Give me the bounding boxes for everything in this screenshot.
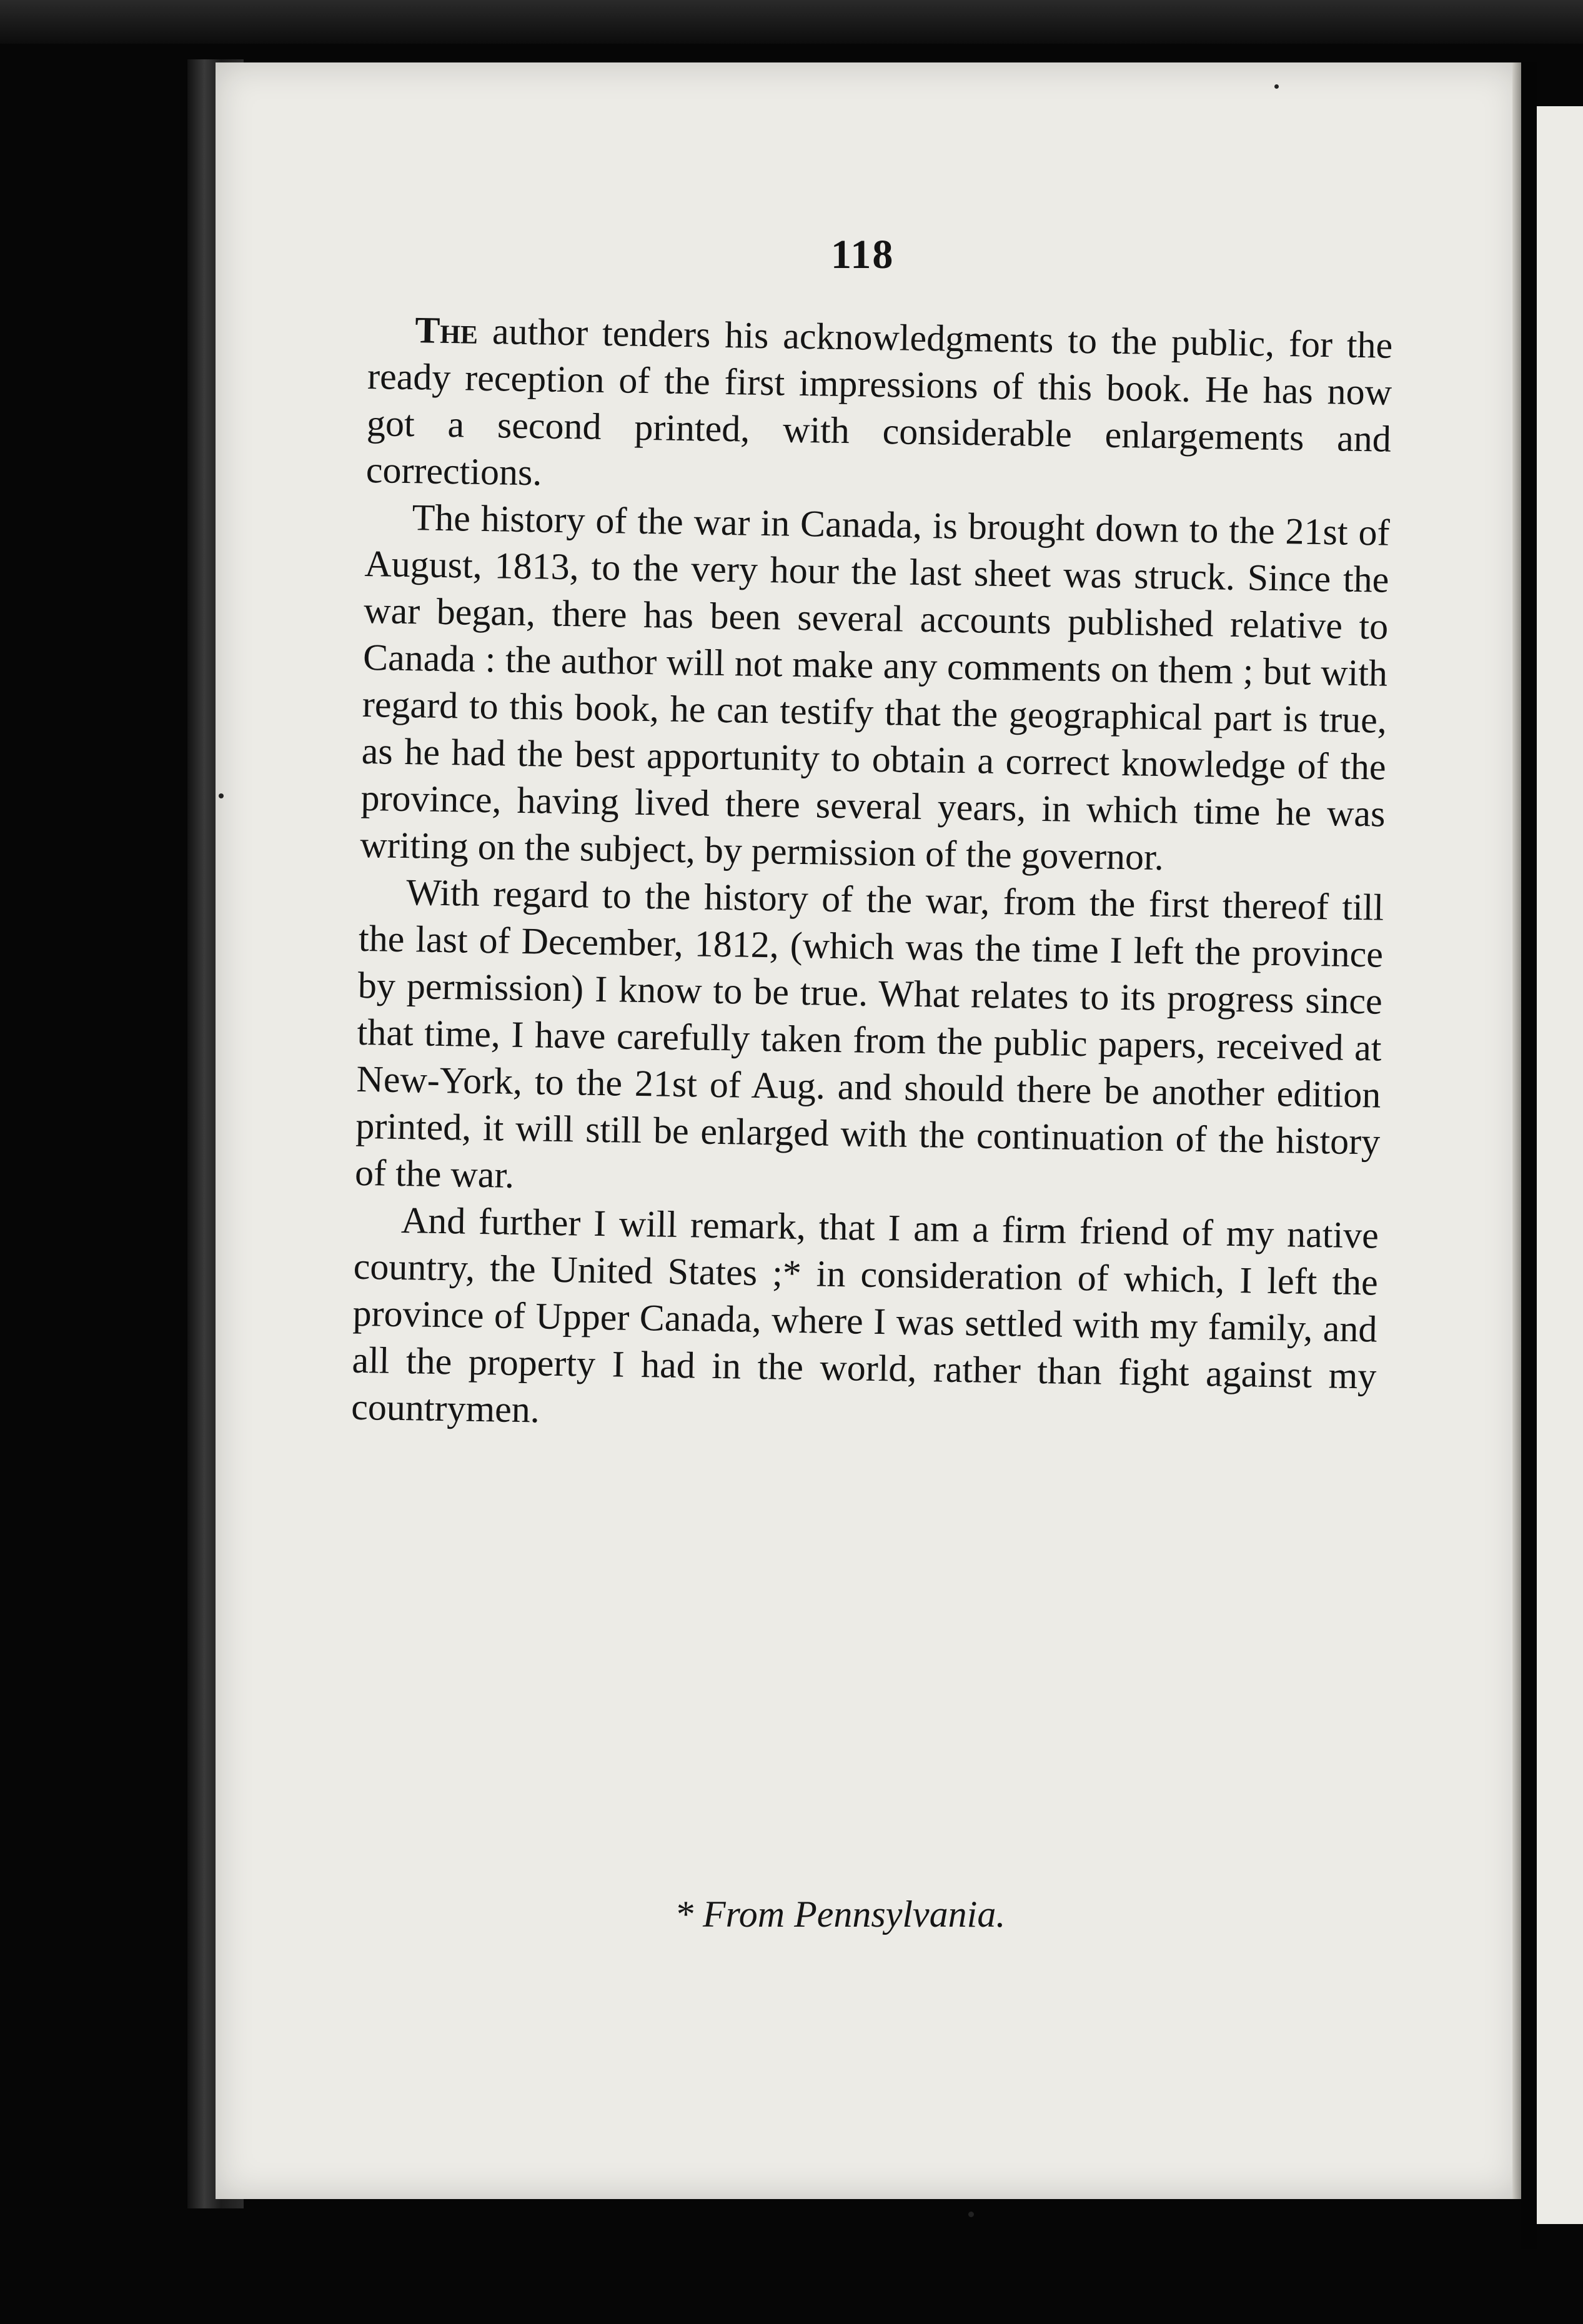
- paragraph-text: And further I will remark, that I am a firm friend of my native country, the United States ;* in consideration of which, I left the province of Upper Canada, where I was settled with my family, and all the property I had in the world, rather than fight against my countrymen.: [350, 1199, 1379, 1431]
- paragraph-1: [365, 306, 1393, 510]
- paragraph-4: [351, 1196, 1379, 1447]
- scan-top-edge: [0, 0, 1583, 44]
- paragraph-text: The history of the war in Canada, is brought down to the 21st of August, 1813, to the very hour the last sheet was struck. Since the war began, there has been several accounts published relative to Canada : the author will not make any comments on them ; but with regard to this book, he can testify that the geographical part is true, as he had the best apportunity to obtain a correct knowledge of the province, having lived there several years, in which time he was writing on the subject, by permission of the governor.: [359, 497, 1391, 878]
- body-text: [351, 306, 1393, 1447]
- paragraph-text: author tenders his acknowledgments to the public, for the ready reception of the first impressions of this book. He has now got a second printed, with considerable enlargements and corrections.: [365, 310, 1393, 494]
- paragraph-2: [360, 494, 1390, 885]
- page-edge-shadow: [1512, 62, 1521, 2199]
- footnote: * From Pennsylvania.: [675, 1894, 1006, 1935]
- ink-speck: [219, 793, 224, 798]
- paragraph-text: With regard to the history of the war, from the first thereof till the last of December, 1812, (which was the time I left the province by permission) I know to be true. What relates to its progress since that time, I have carefully taken from the public papers, received at New-York, to the 21st of Aug. and should there be another edition printed, it will still be enlarged with the continuation of the history of the war.: [354, 872, 1384, 1196]
- paragraph-lead-word: The: [414, 309, 479, 352]
- page-gutter: [1521, 62, 1537, 2249]
- paragraph-3: [355, 868, 1384, 1213]
- ink-speck: [1274, 84, 1279, 89]
- page-number: 118: [831, 232, 895, 277]
- facing-page-edge: [1537, 106, 1583, 2224]
- ink-speck: [968, 2212, 974, 2217]
